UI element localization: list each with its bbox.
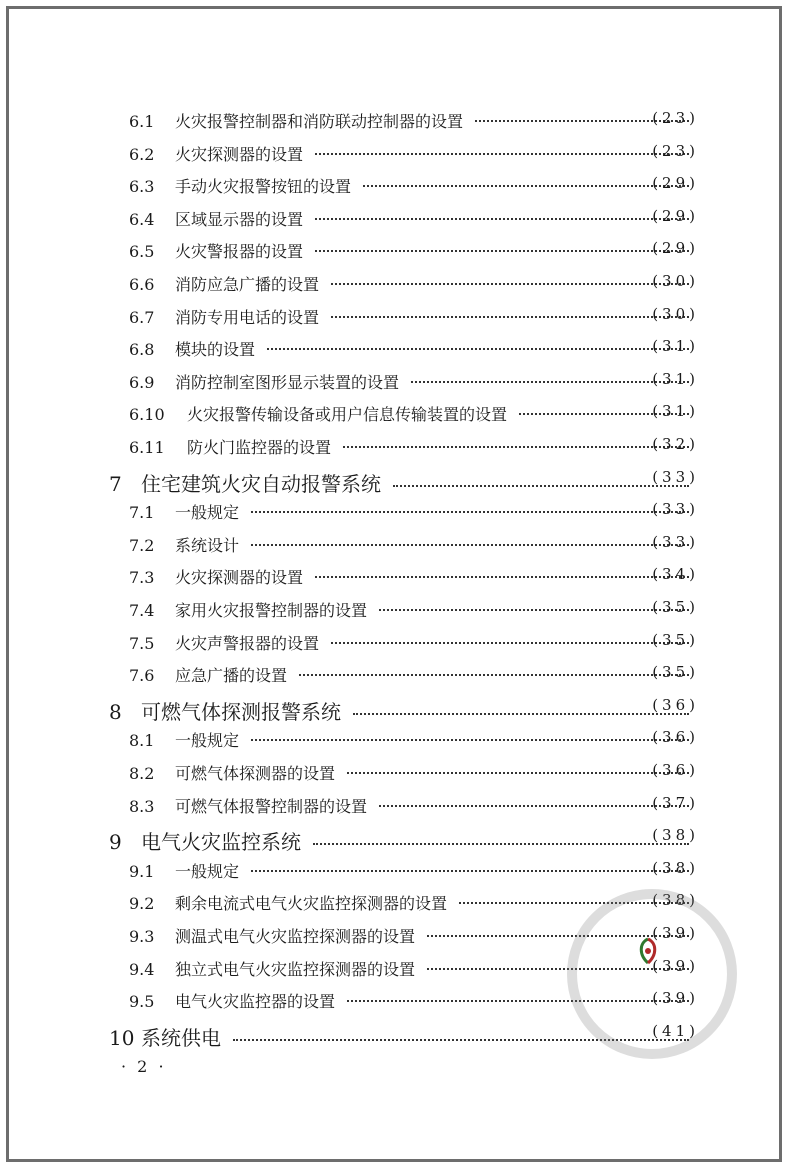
toc-number: 6.10 bbox=[129, 405, 165, 425]
toc-number: 6.7 bbox=[129, 307, 155, 327]
toc-page-number: (32) bbox=[652, 435, 699, 453]
toc-section-row bbox=[9, 533, 779, 565]
toc-entry bbox=[129, 239, 699, 262]
watermark-stamp-ring bbox=[567, 889, 737, 1059]
toc-section-row bbox=[9, 239, 779, 271]
toc-page-number: (39) bbox=[652, 956, 699, 975]
toc-entry bbox=[129, 598, 699, 621]
toc-number: 6.8 bbox=[129, 340, 155, 360]
dot-leader bbox=[347, 772, 689, 774]
toc-entry bbox=[129, 272, 699, 295]
toc-title: 手动火灾报警按钮的设置 bbox=[175, 177, 352, 197]
toc-title: 应急广播的设置 bbox=[175, 666, 288, 686]
toc-section-row bbox=[9, 142, 779, 174]
dot-leader bbox=[315, 250, 689, 252]
dot-leader bbox=[331, 642, 689, 644]
dot-leader bbox=[251, 544, 689, 546]
toc-title: 模块的设置 bbox=[175, 340, 256, 360]
toc-section-row bbox=[9, 663, 779, 695]
toc-entry bbox=[129, 337, 699, 360]
toc-title: 火灾探测器的设置 bbox=[175, 568, 304, 588]
toc-entry bbox=[129, 761, 699, 784]
toc-section-row bbox=[9, 337, 779, 369]
toc-number: 8.1 bbox=[129, 731, 155, 751]
toc-page-number: (31) bbox=[652, 369, 699, 388]
toc-number: 9 bbox=[109, 830, 122, 855]
toc-title: 火灾报警控制器和消防联动控制器的设置 bbox=[175, 112, 464, 131]
toc-entry bbox=[129, 631, 699, 654]
toc-section-row bbox=[9, 435, 779, 467]
dot-leader bbox=[251, 511, 689, 513]
toc-entry bbox=[129, 663, 699, 686]
toc-page-number: (34) bbox=[652, 565, 699, 584]
book-page bbox=[6, 6, 782, 1162]
toc-page-number: (38) bbox=[652, 826, 699, 845]
toc-chapter-row bbox=[9, 468, 779, 500]
toc-page-number: (36) bbox=[652, 728, 699, 747]
toc-title: 可燃气体探测报警系统 bbox=[141, 699, 341, 724]
toc-number: 6.11 bbox=[129, 438, 165, 457]
toc-page-number: (36) bbox=[652, 695, 699, 714]
toc-title: 火灾报警传输设备或用户信息传输装置的设置 bbox=[187, 405, 508, 425]
toc-page-number: (31) bbox=[652, 337, 699, 356]
toc-page-number: (35) bbox=[652, 598, 699, 616]
toc-title: 消防控制室图形显示装置的设置 bbox=[175, 372, 400, 392]
toc-page-number: (23) bbox=[652, 109, 699, 127]
toc-title: 可燃气体报警控制器的设置 bbox=[175, 796, 368, 816]
toc-page-number: (33) bbox=[652, 467, 699, 486]
toc-page-number: (30) bbox=[652, 304, 699, 323]
dot-leader bbox=[251, 739, 689, 741]
toc-page-number: (23) bbox=[652, 141, 699, 160]
toc-section-row bbox=[9, 728, 779, 760]
toc-page-number: (29) bbox=[652, 206, 699, 225]
toc-number: 7.2 bbox=[129, 535, 155, 555]
toc-title: 一般规定 bbox=[175, 861, 240, 881]
toc-entry bbox=[129, 435, 699, 458]
toc-page-number: (39) bbox=[652, 989, 699, 1008]
dot-leader bbox=[315, 218, 689, 220]
dot-leader bbox=[379, 805, 689, 807]
toc-entry bbox=[129, 109, 699, 132]
publisher-logo-icon bbox=[631, 935, 665, 969]
dot-leader bbox=[379, 609, 689, 611]
toc-number: 8.3 bbox=[129, 796, 155, 816]
toc-page-number: (35) bbox=[652, 663, 699, 682]
toc-title: 系统设计 bbox=[175, 535, 240, 555]
toc-number: 7.3 bbox=[129, 568, 155, 588]
toc-entry bbox=[129, 728, 699, 751]
toc-number: 6.5 bbox=[129, 242, 155, 262]
toc-title: 火灾声警报器的设置 bbox=[175, 633, 320, 653]
toc-entry bbox=[109, 468, 699, 497]
dot-leader bbox=[343, 446, 689, 448]
toc-page-number: (33) bbox=[652, 532, 699, 551]
toc-title: 剩余电流式电气火灾监控探测器的设置 bbox=[175, 894, 448, 914]
dot-leader bbox=[299, 674, 689, 676]
toc-section-row bbox=[9, 207, 779, 239]
toc-entry bbox=[129, 500, 699, 523]
toc-number: 10 bbox=[109, 1025, 135, 1050]
toc-title: 测温式电气火灾监控探测器的设置 bbox=[175, 927, 416, 946]
toc-title: 火灾探测器的设置 bbox=[175, 144, 304, 164]
toc-title: 区域显示器的设置 bbox=[175, 209, 304, 229]
toc-entry bbox=[129, 370, 699, 393]
toc-section-row bbox=[9, 761, 779, 793]
toc-entry bbox=[129, 794, 699, 817]
toc-page-number: (35) bbox=[652, 630, 699, 649]
toc-page-number: (33) bbox=[652, 500, 699, 519]
toc-title: 消防专用电话的设置 bbox=[175, 307, 320, 327]
dot-leader bbox=[267, 348, 689, 350]
toc-number: 9.3 bbox=[129, 927, 155, 946]
toc-page-number: (38) bbox=[652, 891, 699, 910]
toc-section-row bbox=[9, 859, 779, 891]
toc-number: 9.5 bbox=[129, 992, 155, 1012]
toc-title: 防火门监控器的设置 bbox=[187, 438, 332, 457]
toc-number: 9.4 bbox=[129, 959, 155, 979]
toc-section-row bbox=[9, 500, 779, 532]
dot-leader bbox=[393, 485, 689, 487]
dot-leader bbox=[313, 843, 689, 845]
toc-number: 6.4 bbox=[129, 209, 155, 229]
toc-title: 消防应急广播的设置 bbox=[175, 275, 320, 294]
toc-page-number: (39) bbox=[652, 924, 699, 942]
toc-number: 8 bbox=[109, 699, 122, 724]
toc-section-row bbox=[9, 794, 779, 826]
dot-leader bbox=[331, 283, 689, 285]
dot-leader bbox=[315, 153, 689, 155]
toc-number: 6.2 bbox=[129, 144, 155, 164]
toc-number: 6.6 bbox=[129, 275, 155, 294]
toc-number: 7.1 bbox=[129, 503, 155, 523]
toc-title: 一般规定 bbox=[175, 731, 240, 751]
toc-number: 7 bbox=[109, 471, 122, 496]
dot-leader bbox=[315, 576, 689, 578]
toc-page-number: (31) bbox=[652, 402, 699, 421]
toc-title: 家用火灾报警控制器的设置 bbox=[175, 601, 368, 620]
toc-number: 6.3 bbox=[129, 177, 155, 197]
toc-section-row bbox=[9, 272, 779, 304]
toc-entry bbox=[129, 305, 699, 328]
toc-number: 6.9 bbox=[129, 372, 155, 392]
toc-section-row bbox=[9, 305, 779, 337]
dot-leader bbox=[411, 381, 689, 383]
toc-section-row bbox=[9, 402, 779, 434]
toc-chapter-row bbox=[9, 696, 779, 728]
toc-number: 9.2 bbox=[129, 894, 155, 914]
toc-number: 6.1 bbox=[129, 112, 155, 131]
toc-page-number: (30) bbox=[652, 272, 699, 290]
toc-title: 电气火灾监控系统 bbox=[141, 830, 301, 855]
toc-number: 8.2 bbox=[129, 764, 155, 783]
toc-entry bbox=[129, 207, 699, 230]
toc-page-number: (38) bbox=[652, 858, 699, 877]
toc-section-row bbox=[9, 370, 779, 402]
toc-title: 一般规定 bbox=[175, 503, 240, 523]
toc-title: 住宅建筑火灾自动报警系统 bbox=[141, 471, 381, 496]
toc-title: 系统供电 bbox=[141, 1025, 221, 1050]
toc-entry bbox=[109, 826, 699, 855]
toc-title: 火灾警报器的设置 bbox=[175, 242, 304, 262]
toc-section-row bbox=[9, 598, 779, 630]
toc-page-number: (36) bbox=[652, 761, 699, 779]
dot-leader bbox=[353, 713, 689, 715]
toc-chapter-row bbox=[9, 826, 779, 858]
toc-section-row bbox=[9, 109, 779, 141]
toc-entry bbox=[129, 174, 699, 197]
toc-entry bbox=[129, 859, 699, 882]
toc-section-row bbox=[9, 631, 779, 663]
dot-leader bbox=[251, 870, 689, 872]
page-folio: · 2 · bbox=[121, 1057, 167, 1076]
toc-entry bbox=[129, 142, 699, 165]
toc-entry bbox=[109, 696, 699, 725]
toc-title: 电气火灾监控器的设置 bbox=[175, 992, 336, 1012]
toc-page-number: (29) bbox=[652, 174, 699, 193]
toc-number: 9.1 bbox=[129, 861, 155, 881]
toc-page-number: (37) bbox=[652, 793, 699, 812]
toc-entry bbox=[129, 565, 699, 588]
toc-page-number: (29) bbox=[652, 239, 699, 258]
toc-entry bbox=[129, 533, 699, 556]
toc-title: 独立式电气火灾监控探测器的设置 bbox=[175, 959, 416, 979]
toc-section-row bbox=[9, 174, 779, 206]
toc-page-number: (41) bbox=[652, 1021, 699, 1040]
toc-number: 7.4 bbox=[129, 601, 155, 620]
dot-leader bbox=[363, 185, 689, 187]
toc-number: 7.5 bbox=[129, 633, 155, 653]
toc-entry bbox=[129, 402, 699, 425]
dot-leader bbox=[331, 316, 689, 318]
toc-title: 可燃气体探测器的设置 bbox=[175, 764, 336, 783]
toc-number: 7.6 bbox=[129, 666, 155, 686]
toc-section-row bbox=[9, 565, 779, 597]
